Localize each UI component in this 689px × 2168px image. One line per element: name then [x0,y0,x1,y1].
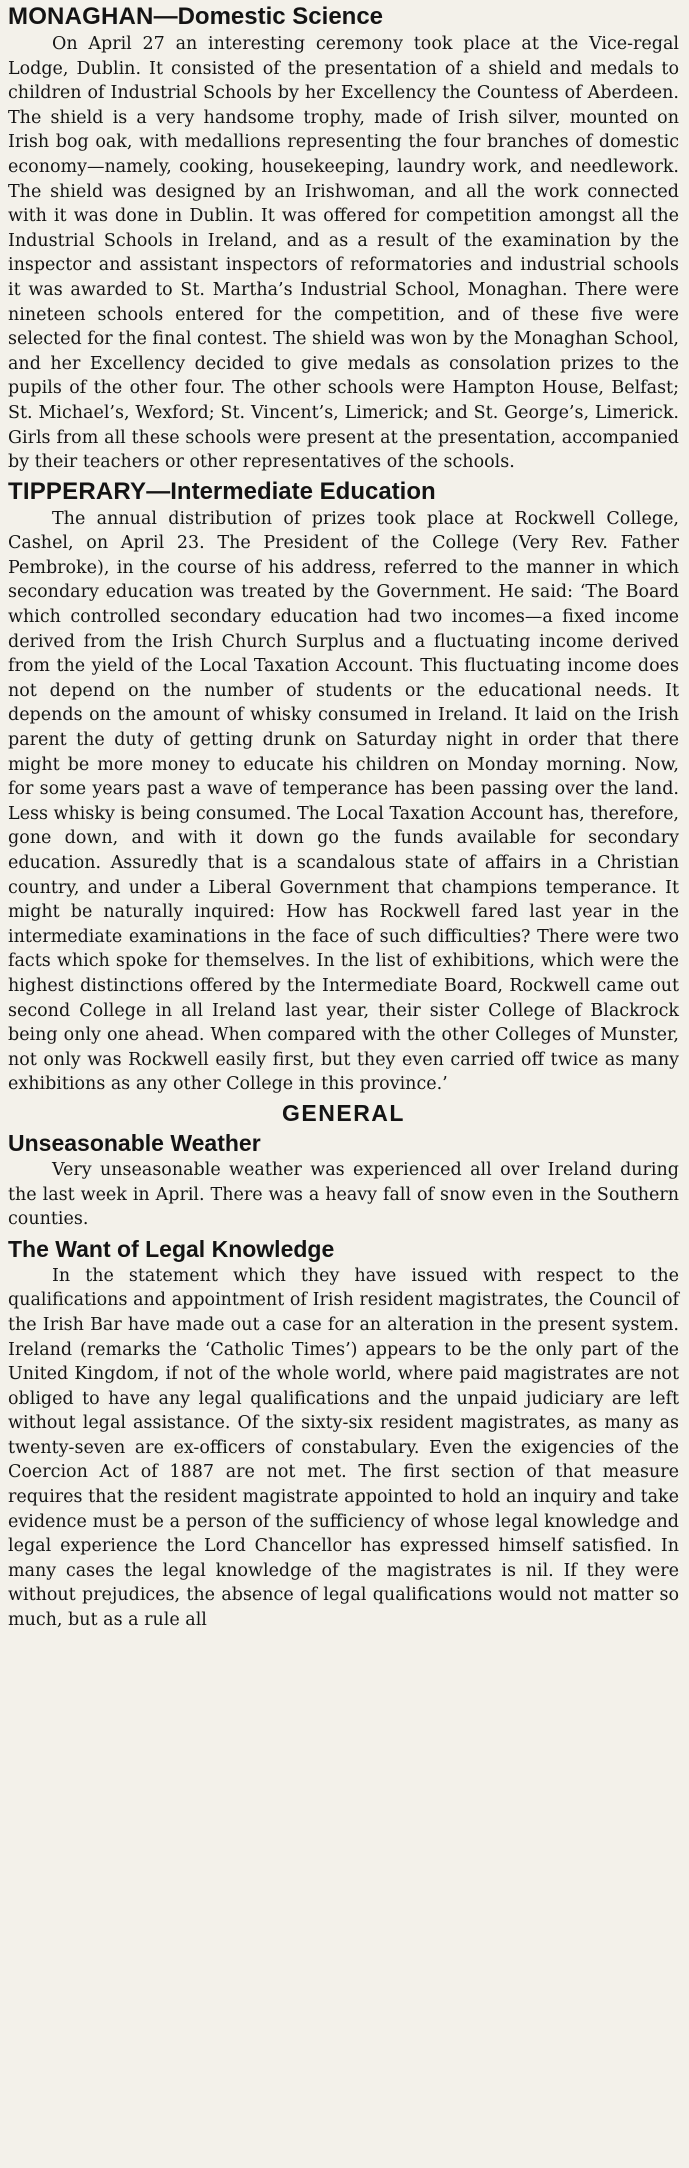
heading-place: MONAGHAN [8,3,154,30]
weather-paragraph: Very unseasonable weather was experienced all over Ireland during the last week in April. There was a heavy fall of snow even in the Southern counties. [8,1159,679,1230]
monaghan-paragraph: On April 27 an interesting ceremony took place at the Vice-regal Lodge, Dublin. It consisted of the presentation of a shield and medals to children of Industrial Schools by her Excellency the Countess of Aberdeen. The shield is a very handsome trophy, made of Irish silver, mounted on Irish bog oak, with medallions representing the four branches of domestic economy—namely, cooking, housekeeping, laundry work, and needlework. The shield was designed by an Irishwoman, and all the work connected with it was done in Dublin. It was offered for competition amongst all the Industrial Schools in Ireland, and as a result of the examination by the inspector and assistant inspectors of reformatories and industrial schools it was awarded to St. Martha’s Industrial School, Monaghan. There were nineteen schools entered for the competition, and of these five were selected for the final contest. The shield was won by the Monaghan School, and her Excellency decided to give medals as consolation prizes to the pupils of the other four. The other schools were Hampton House, Belfast; St. Michael’s, Wexford; St. Vincent’s, Limerick; and St. George’s, Limerick. Girls from all these schools were present at the presentation, accompanied by their teachers or other representatives of the schools. [8,34,679,473]
legal-knowledge-title: The Want of Legal Knowledge [8,1235,335,1262]
general-section [8,1099,679,1633]
heading-topic: Domestic Science [177,3,384,30]
tipperary-heading [8,477,679,507]
tipperary-paragraph: The annual distribution of prizes took place at Rockwell College, Cashel, on April 23. The President of the College (Very Rev. Father Pembroke), in the course of his address, referred to the manner in which secondary education was treated by the Government. He said: ‘The Board which controlled secondary education had two incomes—a fixed income derived from the Irish Church Surplus and a fluctuating income derived from the yield of the Local Taxation Account. This fluctuating income does not depend on the number of students or the educational needs. It depends on the amount of whisky consumed in Ireland. It laid on the Irish parent the duty of getting drunk on Saturday night in order that there might be more money to educate his children on Monday morning. Now, for some years past a wave of temperance has been passing over the land. Less whisky is being consumed. The Local Taxation Account has, therefore, gone down, and with it down go the funds available for secondary education. Assuredly that is a scandalous state of affairs in a Christian country, and under a Liberal Government that champions temperance. It might be naturally inquired: How has Rockwell fared last year in the intermediate examinations in the face of such difficulties? There were two facts which spoke for themselves. In the list of exhibitions, which were the highest distinctions offered by the Intermediate Board, Rockwell came out second College in all Ireland last year, their sister College of Blackrock being only one ahead. When compared with the other Colleges of Munster, not only was Rockwell easily first, but they even carried off twice as many exhibitions as any other College in this province.’ [8,508,679,1095]
general-heading: GENERAL [282,1099,405,1126]
legal-knowledge-article [8,1234,679,1633]
tipperary-section [8,477,679,1097]
heading-topic: Intermediate Education [170,477,436,505]
monaghan-heading [8,2,679,32]
weather-article [8,1128,679,1232]
heading-dash: — [153,3,178,30]
heading-dash: — [146,477,171,505]
weather-title: Unseasonable Weather [8,1129,261,1156]
legal-knowledge-paragraph: In the statement which they have issued with respect to the qualifications and appointment of Irish resident magistrates, the Council of the Irish Bar have made out a case for an alteration in the present system. Ireland (remarks the ‘Catholic Times’) appears to be the only part of the United Kingdom, if not of the whole world, where paid magistrates are not obliged to have any legal qualifications and the unpaid judiciary are left without legal assistance. Of the sixty-six resident magistrates, as many as twenty-seven are ex-officers of constabulary. Even the exigencies of the Coercion Act of 1887 are not met. The first section of that measure requires that the resident magistrate appointed to hold an inquiry and take evidence must be a person of the sufficiency of whose legal knowledge and legal experience the Lord Chancellor has expressed himself satisfied. In many cases the legal knowledge of the magistrates is nil. If they were without prejudices, the absence of legal qualifications would not matter so much, but as a rule all [8,1265,679,1631]
monaghan-section [8,2,679,475]
heading-place: TIPPERARY [8,477,147,505]
